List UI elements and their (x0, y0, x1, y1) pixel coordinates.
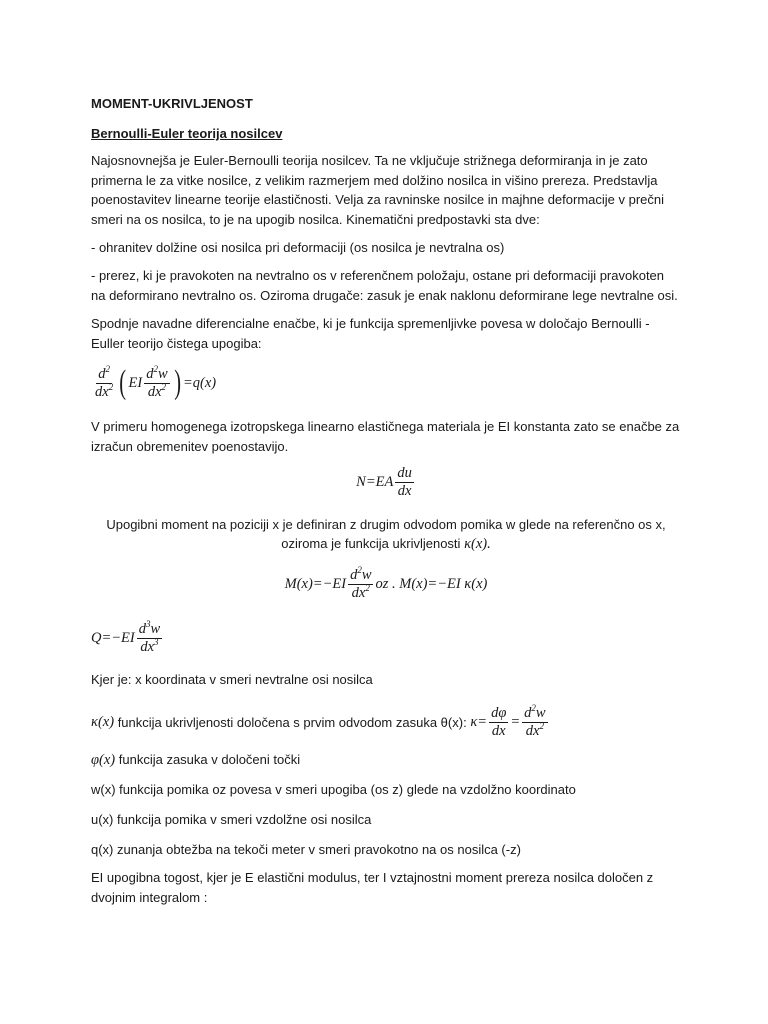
w-definition: w(x) funkcija pomika oz povesa v smeri upogiba (os z) glede na vzdolžno koordinato (91, 782, 576, 797)
phi-definition: φ(x) funkcija zasuka v določeni točki (91, 752, 301, 768)
assumption-1: - ohranitev dolžine osi nosilca pri deformaciji (os nosilca je nevtralna os) (91, 240, 505, 255)
moment-definition-line-2: oziroma je funkcija ukrivljenosti κ(x). (281, 536, 491, 552)
equation-axial-force: N=EA $\frac{du}{dx}$ (356, 464, 412, 499)
kappa-definition: κ(x) funkcija ukrivljenosti določena s prvim odvodom zasuka θ(x): κ= $\frac{d\varphi}{dx}$ = $\frac{d^2w}{dx^2}$ (91, 702, 546, 739)
assumption-2: - prerez, ki je pravokoten na nevtralno os v referenčnem položaju, ostane pri deformaciji pravokoten na deformirano nevtralno os. Oziroma drugače: zasuk je enak naklonu deformirane lege nevtralne osi. (91, 268, 678, 303)
equation-bending-ode: $\frac{d^2}{dx^2}$ ( EI $\frac{d^2w}{dx^2}$ ) =q(x) (95, 363, 217, 401)
intro-paragraph: Najosnovnejša je Euler-Bernoulli teorija nosilcev. Ta ne vključuje strižnega deformiranja in je zato primerna le za vitke nosilce, z velikim razmerjem med dolžino nosilca in višino prereza. Predstavlja poenostavitev linearne teorije elastičnosti. Velja za ravninske nosilce in majhne deformacije v prečni smeri na os nosilca, to je na upogib nosilca. Kinematični predpostavki sta dve: (91, 153, 665, 227)
equation-shear-force: Q=−EI $\frac{d^3w}{dx^3}$ (91, 618, 161, 655)
ode-intro-paragraph: Spodnje navadne diferencialne enačbe, ki je funkcija spremenljivke povesa w določajo Bernoulli - Euller teorijo čistega upogiba: (91, 316, 650, 351)
ei-definition: EI upogibna togost, kjer je E elastični modulus, ter I vztajnostni moment prereza nosilca določen z dvojnim integralom : (91, 870, 654, 905)
section-heading: Bernoulli-Euler teorija nosilcev (91, 126, 283, 141)
equation-bending-moment: M(x)=−EI $\frac{d^2w}{dx^2}$ oz . M(x)=−EI κ(x) (284, 564, 488, 601)
q-definition: q(x) zunanja obtežba na tekoči meter v smeri pravokotno na os nosilca (-z) (91, 842, 521, 857)
u-definition: u(x) funkcija pomika v smeri vzdolžne osi nosilca (91, 812, 372, 827)
moment-definition-line-1: Upogibni moment na poziciji x je definiran z drugim odvodom pomika w glede na referenčno os x, (106, 517, 666, 532)
homogeneous-paragraph: V primeru homogenega izotropskega linearno elastičnega materiala je EI konstanta zato se enačbe za izračun obremenitev poenostavijo. (91, 419, 680, 454)
where-x-definition: Kjer je: x koordinata v smeri nevtralne osi nosilca (91, 672, 373, 687)
document-title: MOMENT-UKRIVLJENOST (91, 96, 253, 111)
